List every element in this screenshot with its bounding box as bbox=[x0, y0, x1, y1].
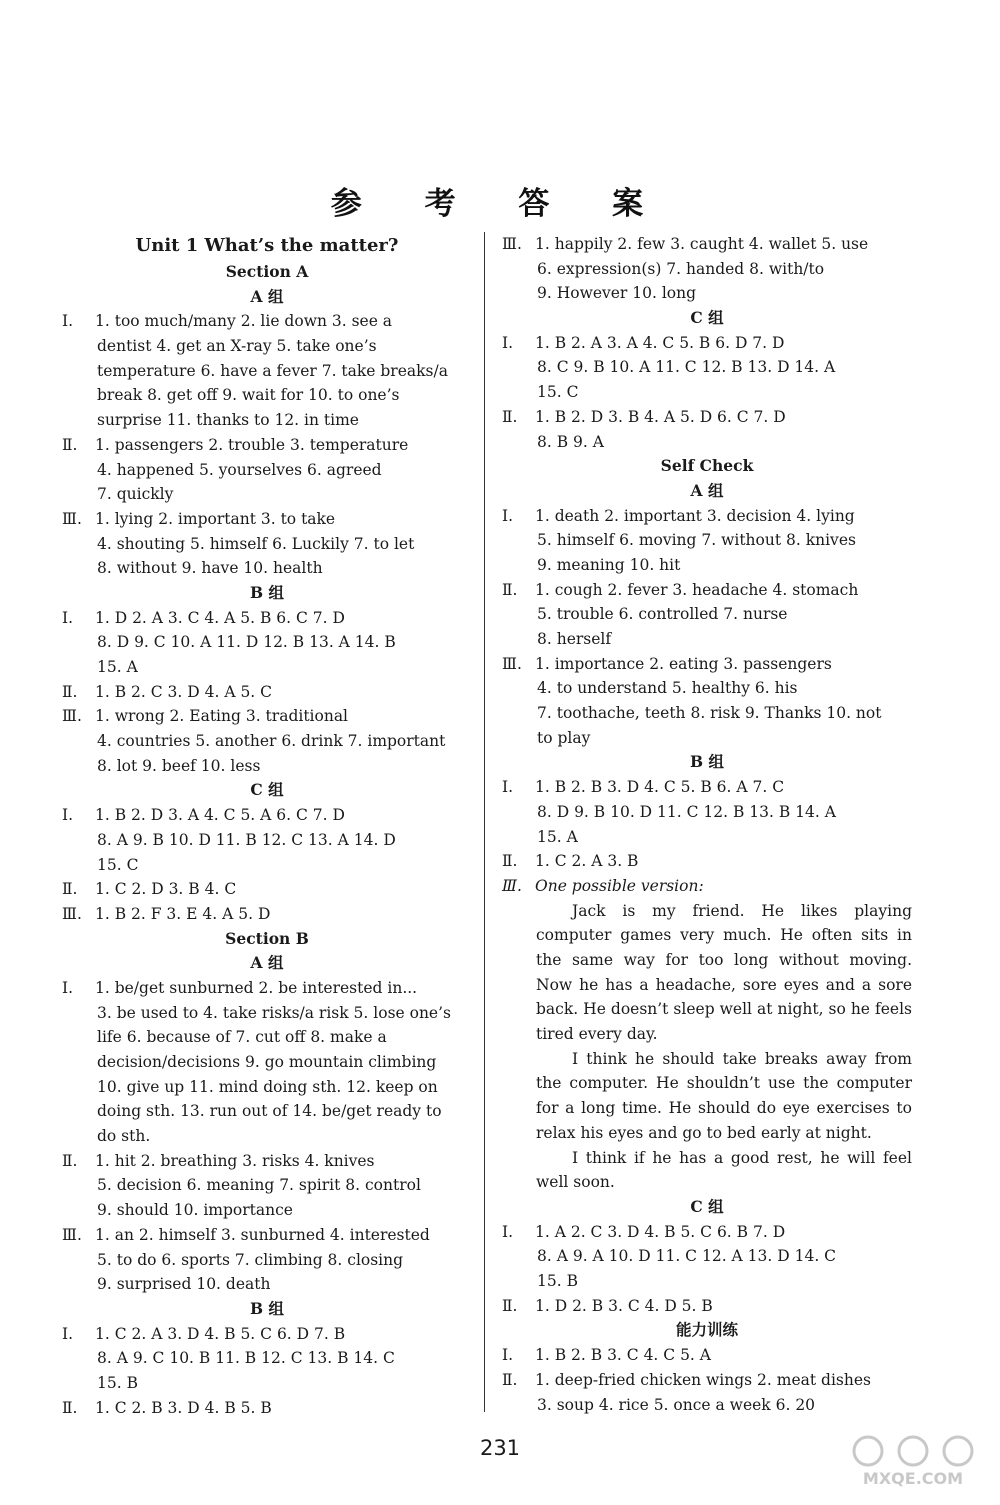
right-line bbox=[502, 627, 912, 652]
watermark-logo bbox=[838, 1429, 988, 1489]
answer-text: 15. C bbox=[97, 855, 139, 874]
right-line bbox=[502, 578, 912, 603]
answer-text: 1. be/get sunburned 2. be interested in... bbox=[95, 978, 418, 997]
answer-text: 8. A 9. B 10. D 11. B 12. C 13. A 14. D bbox=[97, 830, 396, 849]
question-group-number: Ⅲ. bbox=[502, 876, 522, 895]
answer-text: 1. C 2. A 3. D 4. B 5. C 6. D 7. B bbox=[95, 1324, 346, 1343]
answer-text: A 组 bbox=[690, 480, 724, 500]
page-title: 参 考 答 案 bbox=[330, 186, 670, 222]
answer-text: 1. B 2. D 3. B 4. A 5. D 6. C 7. D bbox=[535, 407, 786, 426]
answer-text: 1. D 2. B 3. C 4. D 5. B bbox=[535, 1296, 713, 1315]
question-group-number: Ⅱ. bbox=[62, 1151, 78, 1170]
answer-text: 6. expression(s) 7. handed 8. with/to bbox=[537, 259, 825, 278]
left-line bbox=[62, 285, 472, 310]
answer-text: One possible version: bbox=[535, 876, 704, 895]
question-group-number: Ⅰ. bbox=[62, 806, 74, 825]
answer-text: 5. trouble 6. controlled 7. nurse bbox=[537, 605, 788, 624]
left-line bbox=[62, 334, 472, 359]
left-line bbox=[62, 1025, 472, 1050]
left-line bbox=[62, 1396, 472, 1421]
left-line bbox=[62, 976, 472, 1001]
answer-text: 1. importance 2. eating 3. passengers bbox=[535, 654, 832, 673]
question-group-number: Ⅰ. bbox=[502, 333, 514, 352]
left-line bbox=[62, 877, 472, 902]
answer-text: 8. D 9. C 10. A 11. D 12. B 13. A 14. B bbox=[97, 633, 396, 652]
left-line bbox=[62, 1223, 472, 1248]
question-group-number: Ⅱ. bbox=[502, 1296, 518, 1315]
answer-text: dentist 4. get an X-ray 5. take one’s bbox=[97, 337, 377, 356]
right-line bbox=[502, 825, 912, 850]
answer-text: Section B bbox=[225, 928, 309, 948]
answer-text: 5. himself 6. moving 7. without 8. knives bbox=[537, 531, 856, 550]
left-line bbox=[62, 1272, 472, 1297]
right-line bbox=[502, 257, 912, 282]
left-line bbox=[62, 532, 472, 557]
answer-text: 1. too much/many 2. lie down 3. see a bbox=[95, 312, 393, 331]
left-line bbox=[62, 704, 472, 729]
question-group-number: Ⅲ. bbox=[62, 707, 82, 726]
answer-text: 1. D 2. A 3. C 4. A 5. B 6. C 7. D bbox=[95, 608, 345, 627]
question-group-number: Ⅰ. bbox=[62, 312, 74, 331]
essay-paragraph: I think he should take breaks away from the computer. He shouldn’t use the computer for a long time. He should do eye exercises to relax his eyes and go to bed early at night. bbox=[536, 1049, 912, 1142]
question-group-number: Ⅰ. bbox=[502, 1222, 514, 1241]
answer-text: Unit 1 What’s the matter? bbox=[135, 235, 399, 256]
question-group-number: Ⅲ. bbox=[62, 1225, 82, 1244]
question-group-number: Ⅱ. bbox=[62, 880, 78, 899]
question-group-number: Ⅲ. bbox=[62, 904, 82, 923]
left-line bbox=[62, 853, 472, 878]
answer-text: 7. quickly bbox=[97, 485, 174, 504]
question-group-number: Ⅰ. bbox=[62, 1324, 74, 1343]
answer-text: 1. passengers 2. trouble 3. temperature bbox=[95, 435, 409, 454]
question-group-number: Ⅰ. bbox=[62, 978, 74, 997]
answer-text: 8. A 9. C 10. B 11. B 12. C 13. B 14. C bbox=[97, 1349, 395, 1368]
left-line bbox=[62, 1124, 472, 1149]
right-line bbox=[502, 652, 912, 677]
right-line bbox=[502, 355, 912, 380]
left-line bbox=[62, 359, 472, 384]
answer-text: A 组 bbox=[250, 286, 284, 306]
answer-text: break 8. get off 9. wait for 10. to one’s bbox=[97, 386, 400, 405]
question-group-number: Ⅰ. bbox=[502, 1346, 514, 1365]
right-line bbox=[502, 1318, 912, 1343]
answer-text: temperature 6. have a fever 7. take breaks/a bbox=[97, 361, 448, 380]
question-group-number: Ⅰ. bbox=[62, 608, 74, 627]
page-number: 231 bbox=[479, 1436, 521, 1460]
left-line bbox=[62, 1346, 472, 1371]
answer-text: to play bbox=[537, 728, 591, 747]
answer-text: 15. A bbox=[97, 658, 138, 676]
left-line bbox=[62, 1322, 472, 1347]
answer-text: 1. deep-fried chicken wings 2. meat dishes bbox=[535, 1370, 871, 1389]
answer-text: doing sth. 13. run out of 14. be/get ready to bbox=[97, 1102, 442, 1121]
answer-text: 8. lot 9. beef 10. less bbox=[97, 756, 261, 775]
left-line bbox=[62, 902, 472, 927]
answer-text: 1. happily 2. few 3. caught 4. wallet 5. use bbox=[535, 235, 869, 253]
question-group-number: Ⅲ. bbox=[62, 509, 82, 528]
right-line bbox=[502, 430, 912, 455]
answer-text: 1. hit 2. breathing 3. risks 4. knives bbox=[95, 1151, 375, 1170]
answer-text: 15. B bbox=[97, 1373, 138, 1392]
answer-text: 1. B 2. F 3. E 4. A 5. D bbox=[95, 904, 271, 923]
left-line bbox=[62, 260, 472, 285]
left-line bbox=[62, 606, 472, 631]
column-divider bbox=[484, 232, 485, 1412]
left-line bbox=[62, 1198, 472, 1223]
essay-paragraph: Jack is my friend. He likes playing computer games very much. He often sits in the same way for too long without moving. Now he has a headache, sore eyes and a sore back. He doesn’t sleep well at night, so he feels tired every day. bbox=[536, 901, 912, 1044]
question-group-number: Ⅰ. bbox=[502, 506, 514, 525]
question-group-number: Ⅲ. bbox=[502, 235, 522, 253]
right-line bbox=[502, 331, 912, 356]
answer-text: 1. an 2. himself 3. sunburned 4. interested bbox=[95, 1225, 430, 1244]
right-line bbox=[502, 1269, 912, 1294]
answer-text: 8. D 9. B 10. D 11. C 12. B 13. B 14. A bbox=[537, 802, 836, 821]
right-line bbox=[502, 281, 912, 306]
svg-text:MXQE.COM: MXQE.COM bbox=[862, 1469, 964, 1488]
left-line bbox=[62, 507, 472, 532]
answer-text: life 6. because of 7. cut off 8. make a bbox=[97, 1028, 387, 1047]
answer-text: 8. A 9. A 10. D 11. C 12. A 13. D 14. C bbox=[537, 1247, 837, 1266]
left-line bbox=[62, 309, 472, 334]
answer-text: 5. to do 6. sports 7. climbing 8. closing bbox=[97, 1250, 404, 1269]
left-line bbox=[62, 433, 472, 458]
right-line bbox=[502, 528, 912, 553]
right-line bbox=[502, 750, 912, 775]
answer-text: 5. decision 6. meaning 7. spirit 8. control bbox=[97, 1176, 421, 1195]
question-group-number: Ⅱ. bbox=[502, 852, 518, 871]
answer-text: B 组 bbox=[250, 1298, 284, 1318]
right-line bbox=[502, 800, 912, 825]
right-line bbox=[502, 479, 912, 504]
answer-text: B 组 bbox=[250, 582, 284, 602]
right-line bbox=[502, 676, 912, 701]
question-group-number: Ⅱ. bbox=[502, 407, 518, 426]
answer-text: 1. death 2. important 3. decision 4. lying bbox=[535, 506, 855, 525]
left-line bbox=[62, 828, 472, 853]
answer-text: 4. to understand 5. healthy 6. his bbox=[537, 679, 798, 698]
answer-text: 4. countries 5. another 6. drink 7. important bbox=[97, 732, 446, 751]
right-line bbox=[502, 454, 912, 479]
right-line bbox=[502, 232, 912, 257]
right-line bbox=[502, 1368, 912, 1393]
right-line bbox=[502, 1244, 912, 1269]
answer-text: 1. C 2. B 3. D 4. B 5. B bbox=[95, 1398, 272, 1417]
left-line bbox=[62, 1075, 472, 1100]
answer-text: 4. shouting 5. himself 6. Luckily 7. to let bbox=[97, 534, 415, 553]
answer-text: 9. surprised 10. death bbox=[97, 1275, 271, 1294]
answer-text: 1. A 2. C 3. D 4. B 5. C 6. B 7. D bbox=[535, 1222, 786, 1241]
right-line bbox=[502, 380, 912, 405]
left-line bbox=[62, 951, 472, 976]
right-line bbox=[502, 602, 912, 627]
right-line bbox=[502, 701, 912, 726]
answer-text: 1. B 2. D 3. A 4. C 5. A 6. C 7. D bbox=[95, 806, 345, 825]
answer-text: 8. without 9. have 10. health bbox=[97, 559, 323, 578]
answer-text: 1. C 2. D 3. B 4. C bbox=[95, 880, 237, 899]
answer-text: 15. A bbox=[537, 827, 578, 846]
left-line bbox=[62, 927, 472, 952]
right-line bbox=[502, 553, 912, 578]
answer-text: 10. give up 11. mind doing sth. 12. keep on bbox=[97, 1077, 438, 1096]
right-line bbox=[502, 1195, 912, 1220]
left-line bbox=[62, 1297, 472, 1322]
left-line bbox=[62, 729, 472, 754]
left-line bbox=[62, 383, 472, 408]
essay-paragraph: I think if he has a good rest, he will feel well soon. bbox=[536, 1148, 912, 1192]
right-line bbox=[502, 874, 912, 899]
right-line bbox=[502, 1393, 912, 1418]
left-line bbox=[62, 458, 472, 483]
answer-text: 3. be used to 4. take risks/a risk 5. lose one’s bbox=[97, 1003, 451, 1022]
left-line bbox=[62, 1149, 472, 1174]
answer-text: 15. C bbox=[537, 383, 579, 402]
question-group-number: Ⅲ. bbox=[502, 654, 522, 673]
right-line bbox=[502, 1220, 912, 1245]
left-line bbox=[62, 581, 472, 606]
answer-text: 能力训练 bbox=[675, 1320, 738, 1340]
answer-text: 8. B 9. A bbox=[537, 432, 604, 451]
right-line bbox=[502, 849, 912, 874]
right-line bbox=[502, 405, 912, 430]
answer-text: 1. wrong 2. Eating 3. traditional bbox=[95, 707, 349, 726]
left-line bbox=[62, 1001, 472, 1026]
answer-text: A 组 bbox=[250, 953, 284, 973]
answer-text: 4. happened 5. yourselves 6. agreed bbox=[97, 460, 382, 479]
left-line bbox=[62, 630, 472, 655]
left-line bbox=[62, 1248, 472, 1273]
question-group-number: Ⅰ. bbox=[502, 778, 514, 797]
left-line bbox=[62, 778, 472, 803]
right-line bbox=[502, 775, 912, 800]
answer-text: C 组 bbox=[250, 780, 284, 800]
left-line bbox=[62, 1099, 472, 1124]
left-line bbox=[62, 482, 472, 507]
left-line bbox=[62, 408, 472, 433]
left-line bbox=[62, 1050, 472, 1075]
answer-text: surprise 11. thanks to 12. in time bbox=[97, 411, 359, 430]
answer-text: Section A bbox=[225, 262, 309, 281]
answer-text: 1. B 2. B 3. D 4. C 5. B 6. A 7. C bbox=[535, 778, 785, 797]
left-line bbox=[62, 1173, 472, 1198]
left-column bbox=[62, 232, 472, 1420]
left-line bbox=[62, 232, 472, 260]
answer-text: 15. B bbox=[537, 1272, 578, 1291]
right-line bbox=[502, 1294, 912, 1319]
answer-text: 1. cough 2. fever 3. headache 4. stomach bbox=[535, 580, 859, 599]
answer-text: Self Check bbox=[660, 456, 754, 476]
answer-text: 7. toothache, teeth 8. risk 9. Thanks 10. not bbox=[537, 704, 882, 723]
right-line bbox=[502, 504, 912, 529]
right-line bbox=[502, 306, 912, 331]
answer-text: 9. However 10. long bbox=[537, 284, 697, 303]
answer-text: 9. meaning 10. hit bbox=[537, 555, 681, 574]
right-line bbox=[502, 1343, 912, 1368]
answer-text: B 组 bbox=[690, 752, 724, 772]
left-line bbox=[62, 754, 472, 779]
answer-text: do sth. bbox=[97, 1127, 151, 1146]
answer-text: 8. C 9. B 10. A 11. C 12. B 13. D 14. A bbox=[537, 358, 836, 377]
answer-text: 1. B 2. C 3. D 4. A 5. C bbox=[95, 682, 273, 701]
answer-text: decision/decisions 9. go mountain climbing bbox=[97, 1053, 437, 1071]
right-line bbox=[502, 726, 912, 751]
left-line bbox=[62, 680, 472, 705]
answer-text: 3. soup 4. rice 5. once a week 6. 20 bbox=[537, 1395, 816, 1414]
answer-text: 8. herself bbox=[537, 630, 612, 648]
question-group-number: Ⅱ. bbox=[62, 682, 78, 701]
answer-text: 1. lying 2. important 3. to take bbox=[95, 509, 336, 528]
answer-text: 1. B 2. A 3. A 4. C 5. B 6. D 7. D bbox=[535, 333, 785, 352]
right-column bbox=[502, 232, 912, 1417]
left-line bbox=[62, 803, 472, 828]
answer-text: C 组 bbox=[690, 1197, 724, 1216]
answer-text: 1. C 2. A 3. B bbox=[535, 852, 639, 871]
question-group-number: Ⅱ. bbox=[62, 435, 78, 454]
left-line bbox=[62, 1371, 472, 1396]
question-group-number: Ⅱ. bbox=[502, 580, 518, 599]
left-line bbox=[62, 655, 472, 680]
answer-text: 1. B 2. B 3. C 4. C 5. A bbox=[535, 1346, 711, 1365]
answer-text: C 组 bbox=[690, 308, 724, 328]
left-line bbox=[62, 556, 472, 581]
question-group-number: Ⅱ. bbox=[502, 1370, 518, 1389]
question-group-number: Ⅱ. bbox=[62, 1398, 78, 1417]
answer-text: 9. should 10. importance bbox=[97, 1201, 293, 1220]
